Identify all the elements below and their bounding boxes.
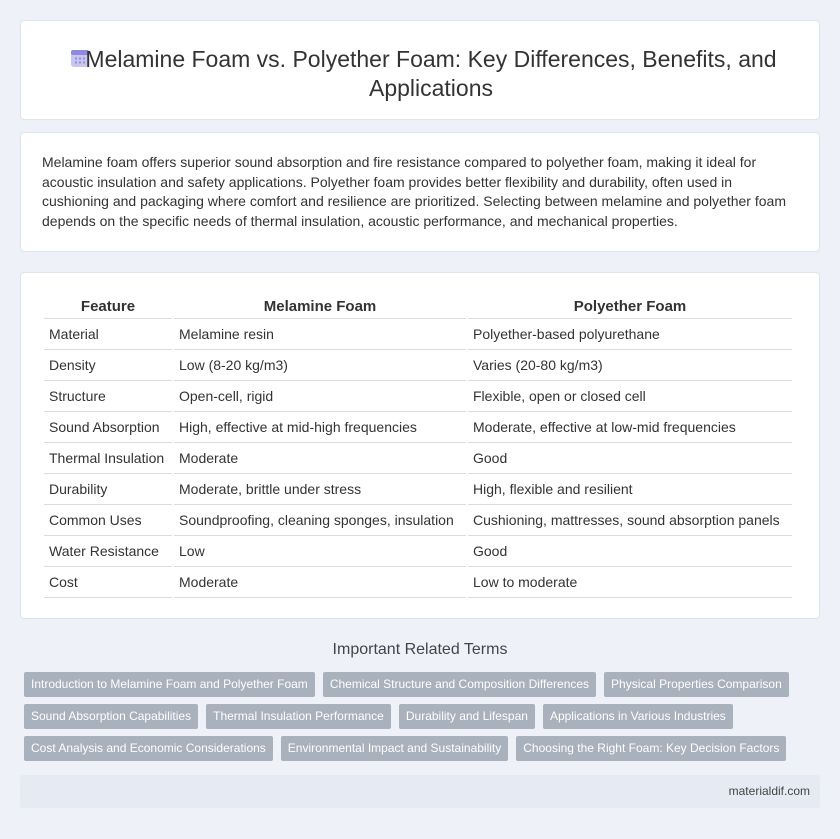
feature-cell: Material: [44, 319, 172, 350]
feature-cell: Thermal Insulation: [44, 443, 172, 474]
related-term-tag[interactable]: Physical Properties Comparison: [604, 672, 789, 697]
polyether-cell: High, flexible and resilient: [468, 474, 792, 505]
related-term-tag[interactable]: Choosing the Right Foam: Key Decision Factors: [516, 736, 786, 761]
tag-row: [24, 704, 824, 729]
polyether-cell: Good: [468, 536, 792, 567]
polyether-cell: Flexible, open or closed cell: [468, 381, 792, 412]
tag-row: [24, 672, 824, 697]
melamine-cell: Moderate, brittle under stress: [174, 474, 466, 505]
related-term-tag[interactable]: Applications in Various Industries: [543, 704, 733, 729]
related-term-tag[interactable]: Environmental Impact and Sustainability: [281, 736, 508, 761]
polyether-cell: Cushioning, mattresses, sound absorption panels: [468, 505, 792, 536]
melamine-cell: Soundproofing, cleaning sponges, insulation: [174, 505, 466, 536]
table-row: [44, 474, 792, 505]
footer: [20, 775, 820, 808]
polyether-cell: Varies (20-80 kg/m3): [468, 350, 792, 381]
table-row: [44, 381, 792, 412]
comparison-table-card: [20, 272, 820, 619]
related-terms-heading: Important Related Terms: [332, 641, 508, 658]
footer-site-link[interactable]: materialdif.com: [728, 784, 810, 798]
table-row: [44, 319, 792, 350]
table-row: [44, 567, 792, 598]
feature-cell: Water Resistance: [44, 536, 172, 567]
polyether-cell: Good: [468, 443, 792, 474]
melamine-cell: Melamine resin: [174, 319, 466, 350]
title-card: [20, 20, 820, 120]
polyether-cell: Low to moderate: [468, 567, 792, 598]
related-term-tag[interactable]: Introduction to Melamine Foam and Polyether Foam: [24, 672, 315, 697]
intro-card: [20, 132, 820, 252]
table-row: [44, 505, 792, 536]
table-row: [44, 350, 792, 381]
page-title: Melamine Foam vs. Polyether Foam: Key Differences, Benefits, and Applications: [85, 46, 777, 101]
table-row: [44, 443, 792, 474]
intro-paragraph: Melamine foam offers superior sound absorption and fire resistance compared to polyether foam, making it ideal for acoustic insulation and safety applications. Polyether foam provides better flexibility and durability, often used in cushioning and packaging where comfort and resilience are prioritized. Selecting between melamine and polyether foam depends on the specific needs of thermal insulation, acoustic performance, and mechanical properties.: [42, 154, 786, 229]
melamine-cell: Low (8-20 kg/m3): [174, 350, 466, 381]
related-term-tag[interactable]: Cost Analysis and Economic Considerations: [24, 736, 273, 761]
comparison-table: [42, 295, 794, 598]
tag-row: [24, 736, 824, 761]
related-term-tag[interactable]: Thermal Insulation Performance: [206, 704, 391, 729]
melamine-cell: Open-cell, rigid: [174, 381, 466, 412]
related-term-tag[interactable]: Durability and Lifespan: [399, 704, 535, 729]
feature-cell: Density: [44, 350, 172, 381]
table-row: [44, 536, 792, 567]
column-header: Polyether Foam: [468, 295, 792, 319]
melamine-cell: High, effective at mid-high frequencies: [174, 412, 466, 443]
melamine-cell: Moderate: [174, 443, 466, 474]
melamine-cell: Low: [174, 536, 466, 567]
table-header-row: [44, 295, 792, 319]
feature-cell: Durability: [44, 474, 172, 505]
feature-cell: Sound Absorption: [44, 412, 172, 443]
polyether-cell: Polyether-based polyurethane: [468, 319, 792, 350]
feature-cell: Structure: [44, 381, 172, 412]
column-header: Feature: [44, 295, 172, 319]
related-terms-list: [24, 672, 824, 768]
feature-cell: Cost: [44, 567, 172, 598]
related-term-tag[interactable]: Sound Absorption Capabilities: [24, 704, 198, 729]
feature-cell: Common Uses: [44, 505, 172, 536]
polyether-cell: Moderate, effective at low-mid frequencies: [468, 412, 792, 443]
table-row: [44, 412, 792, 443]
related-term-tag[interactable]: Chemical Structure and Composition Differences: [323, 672, 596, 697]
column-header: Melamine Foam: [174, 295, 466, 319]
melamine-cell: Moderate: [174, 567, 466, 598]
